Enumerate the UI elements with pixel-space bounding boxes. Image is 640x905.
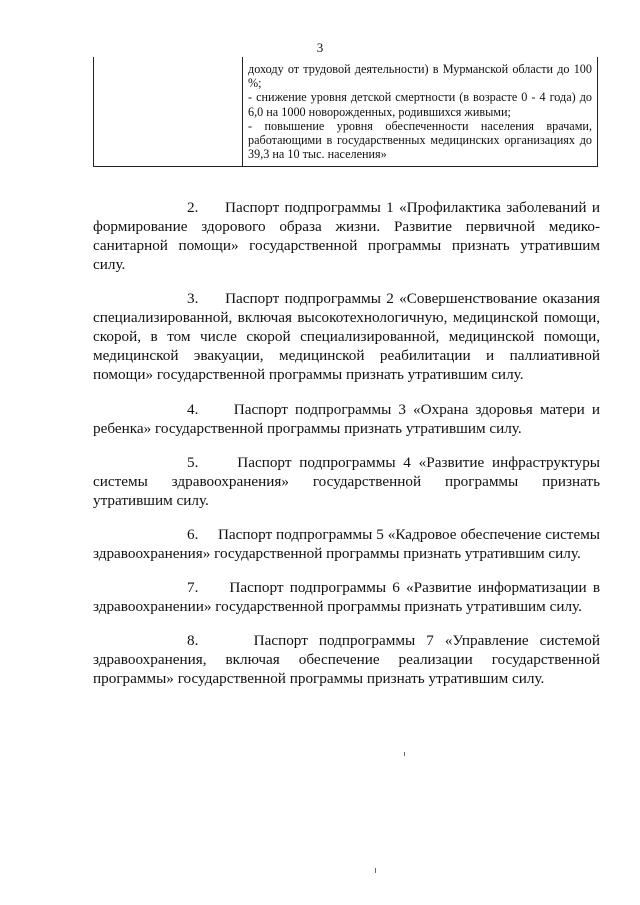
paragraph-text: Паспорт подпрограммы 1 «Профилактика заболеваний и формирование здорового образа жизни. Развитие первичной медико-санитарной помощи» государственной программы признать утратившим силу. xyxy=(93,199,600,274)
paragraph-number: 3. xyxy=(187,290,199,308)
table-line: доходу от трудовой деятельности) в Мурманской области до 100 %; xyxy=(248,62,592,91)
paragraph-text: Паспорт подпрограммы 7 «Управление системой здравоохранения, включая обеспечение реализации государственной программы» государственной программы признать утратившим силу. xyxy=(93,632,600,688)
paragraph-number: 5. xyxy=(187,453,199,471)
paragraph-item xyxy=(93,400,600,438)
paragraph-item xyxy=(93,631,600,688)
numbered-paragraphs xyxy=(93,183,600,702)
paragraph-text: Паспорт подпрограммы 4 «Развитие инфраструктуры системы здравоохранения» государственной программы признать утратившим силу. xyxy=(93,453,601,509)
paragraph-number: 8. xyxy=(187,632,199,650)
paragraph-text: Паспорт подпрограммы 6 «Развитие информатизации в здравоохранении» государственной программы признать утратившим силу. xyxy=(93,579,600,616)
paragraph-text: Паспорт подпрограммы 5 «Кадровое обеспечение системы здравоохранения» государственной программы признать утратившим силу. xyxy=(93,525,601,562)
table-cell-targets xyxy=(248,62,592,161)
paragraph-text: Паспорт подпрограммы 3 «Охрана здоровья матери и ребенка» государственной программы признать утратившим силу. xyxy=(93,400,601,437)
paragraph-item xyxy=(93,525,600,563)
paragraph-number: 4. xyxy=(187,400,199,418)
paragraph-number: 7. xyxy=(187,579,199,597)
paragraph-text: Паспорт подпрограммы 2 «Совершенствование оказания специализированной, включая высокотехнологичную, медицинской помощи, скорой, в том числе скорой специализированной, медицинской помощи, медицинской эвакуации, медицинской реабилитации и паллиативной помощи» государственной программы признать утратившим силу. xyxy=(93,290,601,384)
paragraph-item xyxy=(93,198,600,274)
paragraph-number: 6. xyxy=(187,525,199,543)
table-column-divider xyxy=(242,57,243,166)
table-line: - повышение уровня обеспеченности населения врачами, работающими в государственных медицинских организациях до 39,3 на 10 тыс. населения» xyxy=(248,118,592,162)
paragraph-number: 2. xyxy=(187,199,199,217)
scan-speck xyxy=(375,868,376,873)
table-fragment xyxy=(93,57,598,167)
page-number: 3 xyxy=(316,40,324,55)
paragraph-item xyxy=(93,289,600,384)
table-line: - снижение уровня детской смертности (в возрасте 0 - 4 года) до 6,0 на 1000 новорожденных, родившихся живыми; xyxy=(248,90,592,119)
paragraph-item xyxy=(93,578,600,616)
scan-speck xyxy=(404,752,405,756)
paragraph-item xyxy=(93,453,600,510)
